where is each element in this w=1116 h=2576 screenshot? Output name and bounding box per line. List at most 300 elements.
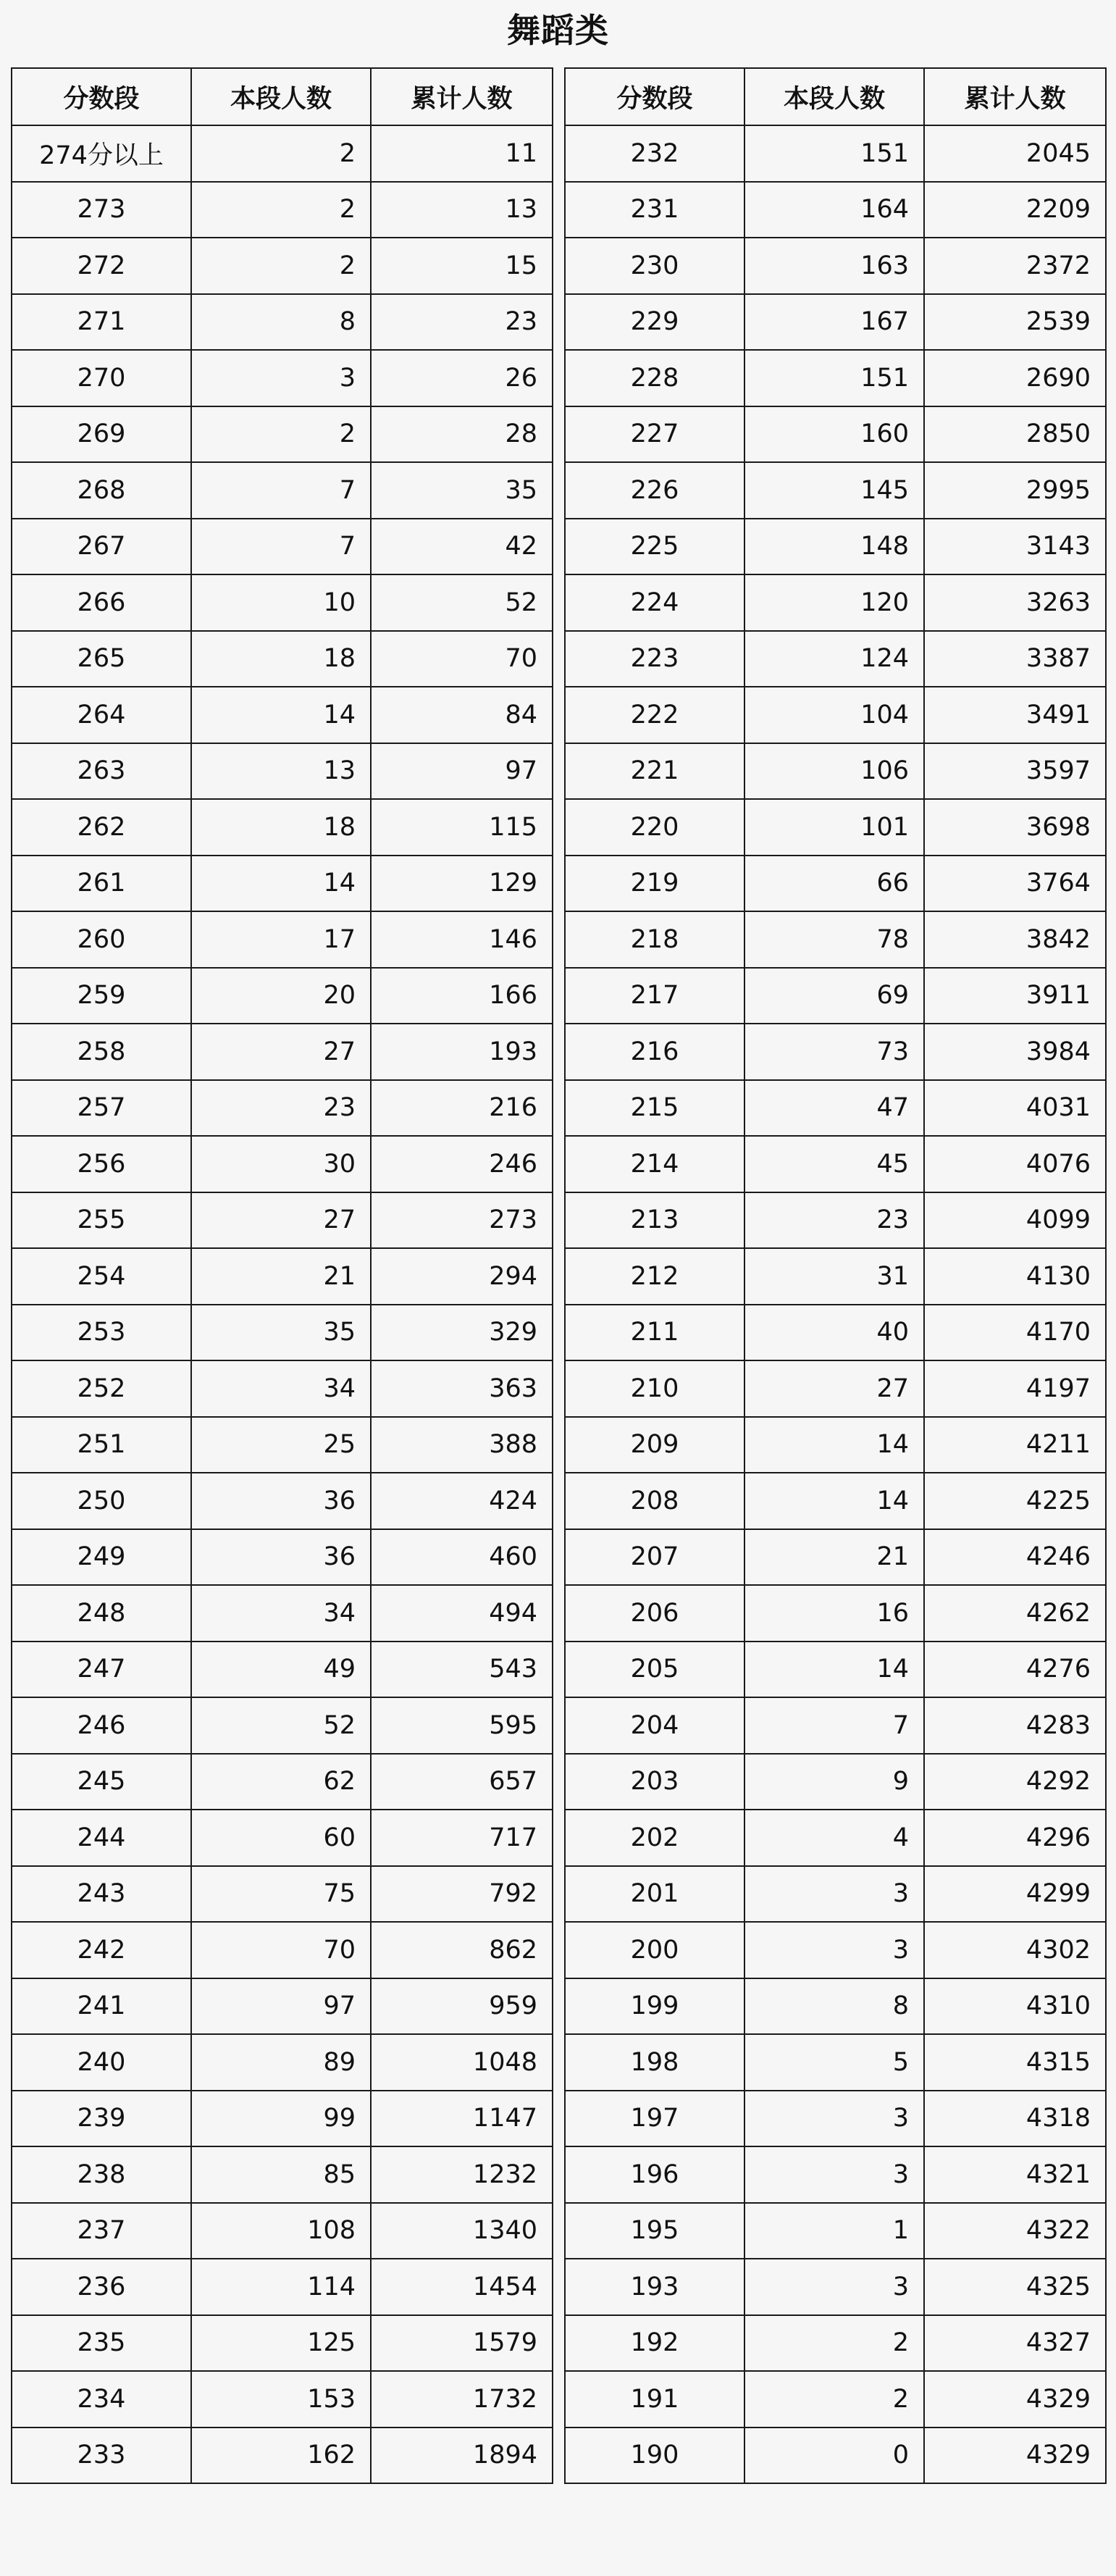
segment-count-cell: 16 [744, 1585, 924, 1642]
segment-count-cell: 2 [191, 182, 371, 238]
header-cumulative-count: 累计人数 [924, 68, 1106, 125]
score-range-cell: 263 [12, 743, 191, 800]
score-range-cell: 233 [12, 2427, 191, 2484]
segment-count-cell: 66 [744, 856, 924, 912]
cumulative-count-cell: 363 [371, 1360, 553, 1417]
score-range-cell: 268 [12, 462, 191, 519]
score-range-cell: 254 [12, 1248, 191, 1305]
score-range-cell: 273 [12, 182, 191, 238]
cumulative-count-cell: 543 [371, 1642, 553, 1698]
table-row [565, 1866, 1106, 1923]
table-row [12, 1417, 553, 1473]
cumulative-count-cell: 11 [371, 125, 553, 182]
segment-count-cell: 124 [744, 631, 924, 687]
segment-count-cell: 164 [744, 182, 924, 238]
table-row [12, 968, 553, 1024]
table-row [12, 1697, 553, 1754]
cumulative-count-cell: 273 [371, 1192, 553, 1249]
score-range-cell: 198 [565, 2034, 744, 2091]
score-range-cell: 239 [12, 2091, 191, 2147]
table-row [565, 1192, 1106, 1249]
table-row [565, 1080, 1106, 1137]
cumulative-count-cell: 460 [371, 1529, 553, 1586]
segment-count-cell: 34 [191, 1360, 371, 1417]
score-range-cell: 236 [12, 2259, 191, 2315]
segment-count-cell: 3 [744, 2146, 924, 2203]
score-range-cell: 257 [12, 1080, 191, 1137]
segment-count-cell: 85 [191, 2146, 371, 2203]
segment-count-cell: 62 [191, 1754, 371, 1810]
table-row [565, 406, 1106, 463]
table-row [565, 294, 1106, 351]
segment-count-cell: 9 [744, 1754, 924, 1810]
cumulative-count-cell: 3491 [924, 687, 1106, 743]
score-range-cell: 234 [12, 2371, 191, 2427]
header-score-range: 分数段 [565, 68, 744, 125]
table-body-right [565, 125, 1106, 2483]
segment-count-cell: 3 [191, 350, 371, 406]
segment-count-cell: 14 [744, 1473, 924, 1529]
segment-count-cell: 34 [191, 1585, 371, 1642]
cumulative-count-cell: 424 [371, 1473, 553, 1529]
score-range-cell: 267 [12, 519, 191, 575]
table-row [12, 462, 553, 519]
cumulative-count-cell: 1147 [371, 2091, 553, 2147]
table-row [12, 1642, 553, 1698]
score-range-cell: 232 [565, 125, 744, 182]
cumulative-count-cell: 3764 [924, 856, 1106, 912]
cumulative-count-cell: 2690 [924, 350, 1106, 406]
segment-count-cell: 89 [191, 2034, 371, 2091]
segment-count-cell: 27 [744, 1360, 924, 1417]
segment-count-cell: 3 [744, 2091, 924, 2147]
score-range-cell: 207 [565, 1529, 744, 1586]
cumulative-count-cell: 4076 [924, 1136, 1106, 1192]
segment-count-cell: 3 [744, 1922, 924, 1978]
table-row [12, 2259, 553, 2315]
score-range-cell: 246 [12, 1697, 191, 1754]
segment-count-cell: 14 [744, 1642, 924, 1698]
score-range-cell: 210 [565, 1360, 744, 1417]
score-range-cell: 225 [565, 519, 744, 575]
table-row [12, 1922, 553, 1978]
score-range-cell: 221 [565, 743, 744, 800]
cumulative-count-cell: 1894 [371, 2427, 553, 2484]
header-score-range: 分数段 [12, 68, 191, 125]
table-row [12, 687, 553, 743]
cumulative-count-cell: 1454 [371, 2259, 553, 2315]
cumulative-count-cell: 15 [371, 238, 553, 294]
table-row [565, 350, 1106, 406]
table-row [12, 856, 553, 912]
score-range-cell: 262 [12, 799, 191, 856]
table-row [12, 1024, 553, 1080]
table-row [12, 1136, 553, 1192]
score-range-cell: 269 [12, 406, 191, 463]
score-range-cell: 272 [12, 238, 191, 294]
segment-count-cell: 31 [744, 1248, 924, 1305]
segment-count-cell: 8 [744, 1978, 924, 2035]
cumulative-count-cell: 4170 [924, 1305, 1106, 1361]
table-row [565, 125, 1106, 182]
segment-count-cell: 2 [191, 406, 371, 463]
table-row [12, 1248, 553, 1305]
segment-count-cell: 153 [191, 2371, 371, 2427]
segment-count-cell: 7 [744, 1697, 924, 1754]
score-range-cell: 213 [565, 1192, 744, 1249]
segment-count-cell: 2 [744, 2315, 924, 2372]
segment-count-cell: 14 [191, 856, 371, 912]
table-row [565, 238, 1106, 294]
cumulative-count-cell: 193 [371, 1024, 553, 1080]
segment-count-cell: 70 [191, 1922, 371, 1978]
table-row [12, 743, 553, 800]
table-row [565, 631, 1106, 687]
table-row [565, 2259, 1106, 2315]
table-row [12, 2034, 553, 2091]
cumulative-count-cell: 13 [371, 182, 553, 238]
segment-count-cell: 21 [191, 1248, 371, 1305]
table-row [565, 1642, 1106, 1698]
score-range-cell: 265 [12, 631, 191, 687]
table-row [12, 1754, 553, 1810]
table-row [565, 462, 1106, 519]
header-cumulative-count: 累计人数 [371, 68, 553, 125]
segment-count-cell: 4 [744, 1810, 924, 1866]
cumulative-count-cell: 246 [371, 1136, 553, 1192]
cumulative-count-cell: 4315 [924, 2034, 1106, 2091]
segment-count-cell: 7 [191, 462, 371, 519]
score-range-cell: 247 [12, 1642, 191, 1698]
cumulative-count-cell: 146 [371, 911, 553, 968]
table-row [565, 2091, 1106, 2147]
score-range-cell: 203 [565, 1754, 744, 1810]
cumulative-count-cell: 657 [371, 1754, 553, 1810]
header-segment-count: 本段人数 [191, 68, 371, 125]
segment-count-cell: 125 [191, 2315, 371, 2372]
segment-count-cell: 106 [744, 743, 924, 800]
score-range-cell: 240 [12, 2034, 191, 2091]
score-range-cell: 249 [12, 1529, 191, 1586]
table-row [12, 1866, 553, 1923]
cumulative-count-cell: 35 [371, 462, 553, 519]
cumulative-count-cell: 959 [371, 1978, 553, 2035]
score-range-cell: 192 [565, 2315, 744, 2372]
cumulative-count-cell: 4276 [924, 1642, 1106, 1698]
cumulative-count-cell: 52 [371, 574, 553, 631]
score-range-cell: 251 [12, 1417, 191, 1473]
score-range-cell: 237 [12, 2203, 191, 2259]
table-row [12, 1305, 553, 1361]
table-row [12, 2371, 553, 2427]
cumulative-count-cell: 4327 [924, 2315, 1106, 2372]
score-range-cell: 190 [565, 2427, 744, 2484]
score-range-cell: 201 [565, 1866, 744, 1923]
cumulative-count-cell: 4211 [924, 1417, 1106, 1473]
table-row [12, 1978, 553, 2035]
segment-count-cell: 45 [744, 1136, 924, 1192]
score-range-cell: 197 [565, 2091, 744, 2147]
table-row [565, 574, 1106, 631]
score-range-cell: 261 [12, 856, 191, 912]
score-range-cell: 260 [12, 911, 191, 968]
table-row [12, 1080, 553, 1137]
score-range-cell: 214 [565, 1136, 744, 1192]
segment-count-cell: 60 [191, 1810, 371, 1866]
table-row [565, 1585, 1106, 1642]
score-range-cell: 193 [565, 2259, 744, 2315]
cumulative-count-cell: 862 [371, 1922, 553, 1978]
page-title: 舞蹈类 [507, 11, 609, 50]
score-range-cell: 229 [565, 294, 744, 351]
score-range-cell: 256 [12, 1136, 191, 1192]
segment-count-cell: 30 [191, 1136, 371, 1192]
segment-count-cell: 167 [744, 294, 924, 351]
segment-count-cell: 78 [744, 911, 924, 968]
cumulative-count-cell: 4329 [924, 2371, 1106, 2427]
segment-count-cell: 104 [744, 687, 924, 743]
segment-count-cell: 17 [191, 911, 371, 968]
segment-count-cell: 2 [191, 238, 371, 294]
score-range-cell: 253 [12, 1305, 191, 1361]
table-row [12, 2091, 553, 2147]
segment-count-cell: 73 [744, 1024, 924, 1080]
cumulative-count-cell: 3597 [924, 743, 1106, 800]
table-row [12, 2203, 553, 2259]
table-row [12, 1810, 553, 1866]
score-range-cell: 200 [565, 1922, 744, 1978]
segment-count-cell: 20 [191, 968, 371, 1024]
segment-count-cell: 101 [744, 799, 924, 856]
table-body-left [12, 125, 553, 2483]
cumulative-count-cell: 4310 [924, 1978, 1106, 2035]
segment-count-cell: 3 [744, 1866, 924, 1923]
segment-count-cell: 2 [191, 125, 371, 182]
header-segment-count: 本段人数 [744, 68, 924, 125]
table-row [565, 2203, 1106, 2259]
table-header-row [12, 68, 553, 125]
cumulative-count-cell: 42 [371, 519, 553, 575]
segment-count-cell: 23 [191, 1080, 371, 1137]
table-row [565, 2146, 1106, 2203]
cumulative-count-cell: 4299 [924, 1866, 1106, 1923]
table-row [12, 1360, 553, 1417]
cumulative-count-cell: 166 [371, 968, 553, 1024]
segment-count-cell: 36 [191, 1473, 371, 1529]
table-row [565, 687, 1106, 743]
score-range-cell: 245 [12, 1754, 191, 1810]
table-row [565, 2371, 1106, 2427]
cumulative-count-cell: 1048 [371, 2034, 553, 2091]
score-range-cell: 241 [12, 1978, 191, 2035]
cumulative-count-cell: 3387 [924, 631, 1106, 687]
table-row [565, 1529, 1106, 1586]
segment-count-cell: 18 [191, 631, 371, 687]
segment-count-cell: 163 [744, 238, 924, 294]
score-range-cell: 219 [565, 856, 744, 912]
table-row [565, 1248, 1106, 1305]
score-range-cell: 270 [12, 350, 191, 406]
score-range-cell: 204 [565, 1697, 744, 1754]
score-range-cell: 252 [12, 1360, 191, 1417]
segment-count-cell: 99 [191, 2091, 371, 2147]
cumulative-count-cell: 4225 [924, 1473, 1106, 1529]
cumulative-count-cell: 26 [371, 350, 553, 406]
cumulative-count-cell: 3842 [924, 911, 1106, 968]
segment-count-cell: 25 [191, 1417, 371, 1473]
score-range-cell: 222 [565, 687, 744, 743]
segment-count-cell: 75 [191, 1866, 371, 1923]
score-range-cell: 212 [565, 1248, 744, 1305]
score-range-cell: 264 [12, 687, 191, 743]
cumulative-count-cell: 4031 [924, 1080, 1106, 1137]
cumulative-count-cell: 4283 [924, 1697, 1106, 1754]
table-row [565, 1978, 1106, 2035]
segment-count-cell: 36 [191, 1529, 371, 1586]
table-row [12, 406, 553, 463]
cumulative-count-cell: 4130 [924, 1248, 1106, 1305]
score-range-cell: 205 [565, 1642, 744, 1698]
segment-count-cell: 13 [191, 743, 371, 800]
score-range-cell: 244 [12, 1810, 191, 1866]
table-row [565, 1417, 1106, 1473]
table-row [565, 968, 1106, 1024]
table-header-row [565, 68, 1106, 125]
score-range-cell: 211 [565, 1305, 744, 1361]
score-range-cell: 250 [12, 1473, 191, 1529]
segment-count-cell: 35 [191, 1305, 371, 1361]
table-row [12, 574, 553, 631]
table-row [565, 911, 1106, 968]
cumulative-count-cell: 3263 [924, 574, 1106, 631]
cumulative-count-cell: 4325 [924, 2259, 1106, 2315]
cumulative-count-cell: 1732 [371, 2371, 553, 2427]
score-range-cell: 206 [565, 1585, 744, 1642]
cumulative-count-cell: 294 [371, 1248, 553, 1305]
segment-count-cell: 114 [191, 2259, 371, 2315]
table-row [12, 1473, 553, 1529]
score-range-cell: 218 [565, 911, 744, 968]
segment-count-cell: 3 [744, 2259, 924, 2315]
segment-count-cell: 7 [191, 519, 371, 575]
score-range-cell: 274分以上 [12, 125, 191, 182]
cumulative-count-cell: 717 [371, 1810, 553, 1866]
cumulative-count-cell: 4197 [924, 1360, 1106, 1417]
table-row [12, 1192, 553, 1249]
cumulative-count-cell: 4302 [924, 1922, 1106, 1978]
score-range-cell: 231 [565, 182, 744, 238]
cumulative-count-cell: 1579 [371, 2315, 553, 2372]
cumulative-count-cell: 2209 [924, 182, 1106, 238]
cumulative-count-cell: 4318 [924, 2091, 1106, 2147]
segment-count-cell: 1 [744, 2203, 924, 2259]
cumulative-count-cell: 129 [371, 856, 553, 912]
table-row [12, 294, 553, 351]
table-row [12, 2146, 553, 2203]
segment-count-cell: 23 [744, 1192, 924, 1249]
score-range-cell: 242 [12, 1922, 191, 1978]
score-range-cell: 202 [565, 1810, 744, 1866]
segment-count-cell: 148 [744, 519, 924, 575]
score-range-cell: 259 [12, 968, 191, 1024]
segment-count-cell: 108 [191, 2203, 371, 2259]
cumulative-count-cell: 84 [371, 687, 553, 743]
cumulative-count-cell: 4329 [924, 2427, 1106, 2484]
segment-count-cell: 47 [744, 1080, 924, 1137]
cumulative-count-cell: 3143 [924, 519, 1106, 575]
table-row [565, 743, 1106, 800]
cumulative-count-cell: 4292 [924, 1754, 1106, 1810]
cumulative-count-cell: 3984 [924, 1024, 1106, 1080]
cumulative-count-cell: 216 [371, 1080, 553, 1137]
table-row [12, 350, 553, 406]
segment-count-cell: 18 [191, 799, 371, 856]
table-row [565, 799, 1106, 856]
cumulative-count-cell: 4296 [924, 1810, 1106, 1866]
table-row [565, 1024, 1106, 1080]
score-range-cell: 230 [565, 238, 744, 294]
segment-count-cell: 160 [744, 406, 924, 463]
cumulative-count-cell: 115 [371, 799, 553, 856]
score-range-cell: 238 [12, 2146, 191, 2203]
cumulative-count-cell: 1232 [371, 2146, 553, 2203]
table-row [12, 238, 553, 294]
table-row [12, 182, 553, 238]
segment-count-cell: 120 [744, 574, 924, 631]
segment-count-cell: 2 [744, 2371, 924, 2427]
table-row [12, 799, 553, 856]
table-row [12, 631, 553, 687]
score-range-cell: 191 [565, 2371, 744, 2427]
score-range-cell: 223 [565, 631, 744, 687]
cumulative-count-cell: 4099 [924, 1192, 1106, 1249]
score-range-cell: 266 [12, 574, 191, 631]
segment-count-cell: 69 [744, 968, 924, 1024]
cumulative-count-cell: 4321 [924, 2146, 1106, 2203]
score-range-cell: 226 [565, 462, 744, 519]
score-range-cell: 217 [565, 968, 744, 1024]
cumulative-count-cell: 329 [371, 1305, 553, 1361]
table-row [12, 2315, 553, 2372]
table-row [565, 1360, 1106, 1417]
table-row [12, 911, 553, 968]
segment-count-cell: 27 [191, 1192, 371, 1249]
score-range-cell: 248 [12, 1585, 191, 1642]
table-row [565, 2315, 1106, 2372]
table-row [565, 182, 1106, 238]
cumulative-count-cell: 2995 [924, 462, 1106, 519]
segment-count-cell: 14 [744, 1417, 924, 1473]
cumulative-count-cell: 4322 [924, 2203, 1106, 2259]
segment-count-cell: 0 [744, 2427, 924, 2484]
score-range-cell: 199 [565, 1978, 744, 2035]
cumulative-count-cell: 494 [371, 1585, 553, 1642]
score-table-left [11, 67, 553, 2484]
cumulative-count-cell: 97 [371, 743, 553, 800]
cumulative-count-cell: 4262 [924, 1585, 1106, 1642]
cumulative-count-cell: 2045 [924, 125, 1106, 182]
score-range-cell: 258 [12, 1024, 191, 1080]
score-range-cell: 209 [565, 1417, 744, 1473]
table-row [565, 1305, 1106, 1361]
segment-count-cell: 151 [744, 350, 924, 406]
segment-count-cell: 21 [744, 1529, 924, 1586]
score-range-cell: 208 [565, 1473, 744, 1529]
table-row [565, 1754, 1106, 1810]
segment-count-cell: 40 [744, 1305, 924, 1361]
score-range-cell: 243 [12, 1866, 191, 1923]
score-table-right [564, 67, 1107, 2484]
